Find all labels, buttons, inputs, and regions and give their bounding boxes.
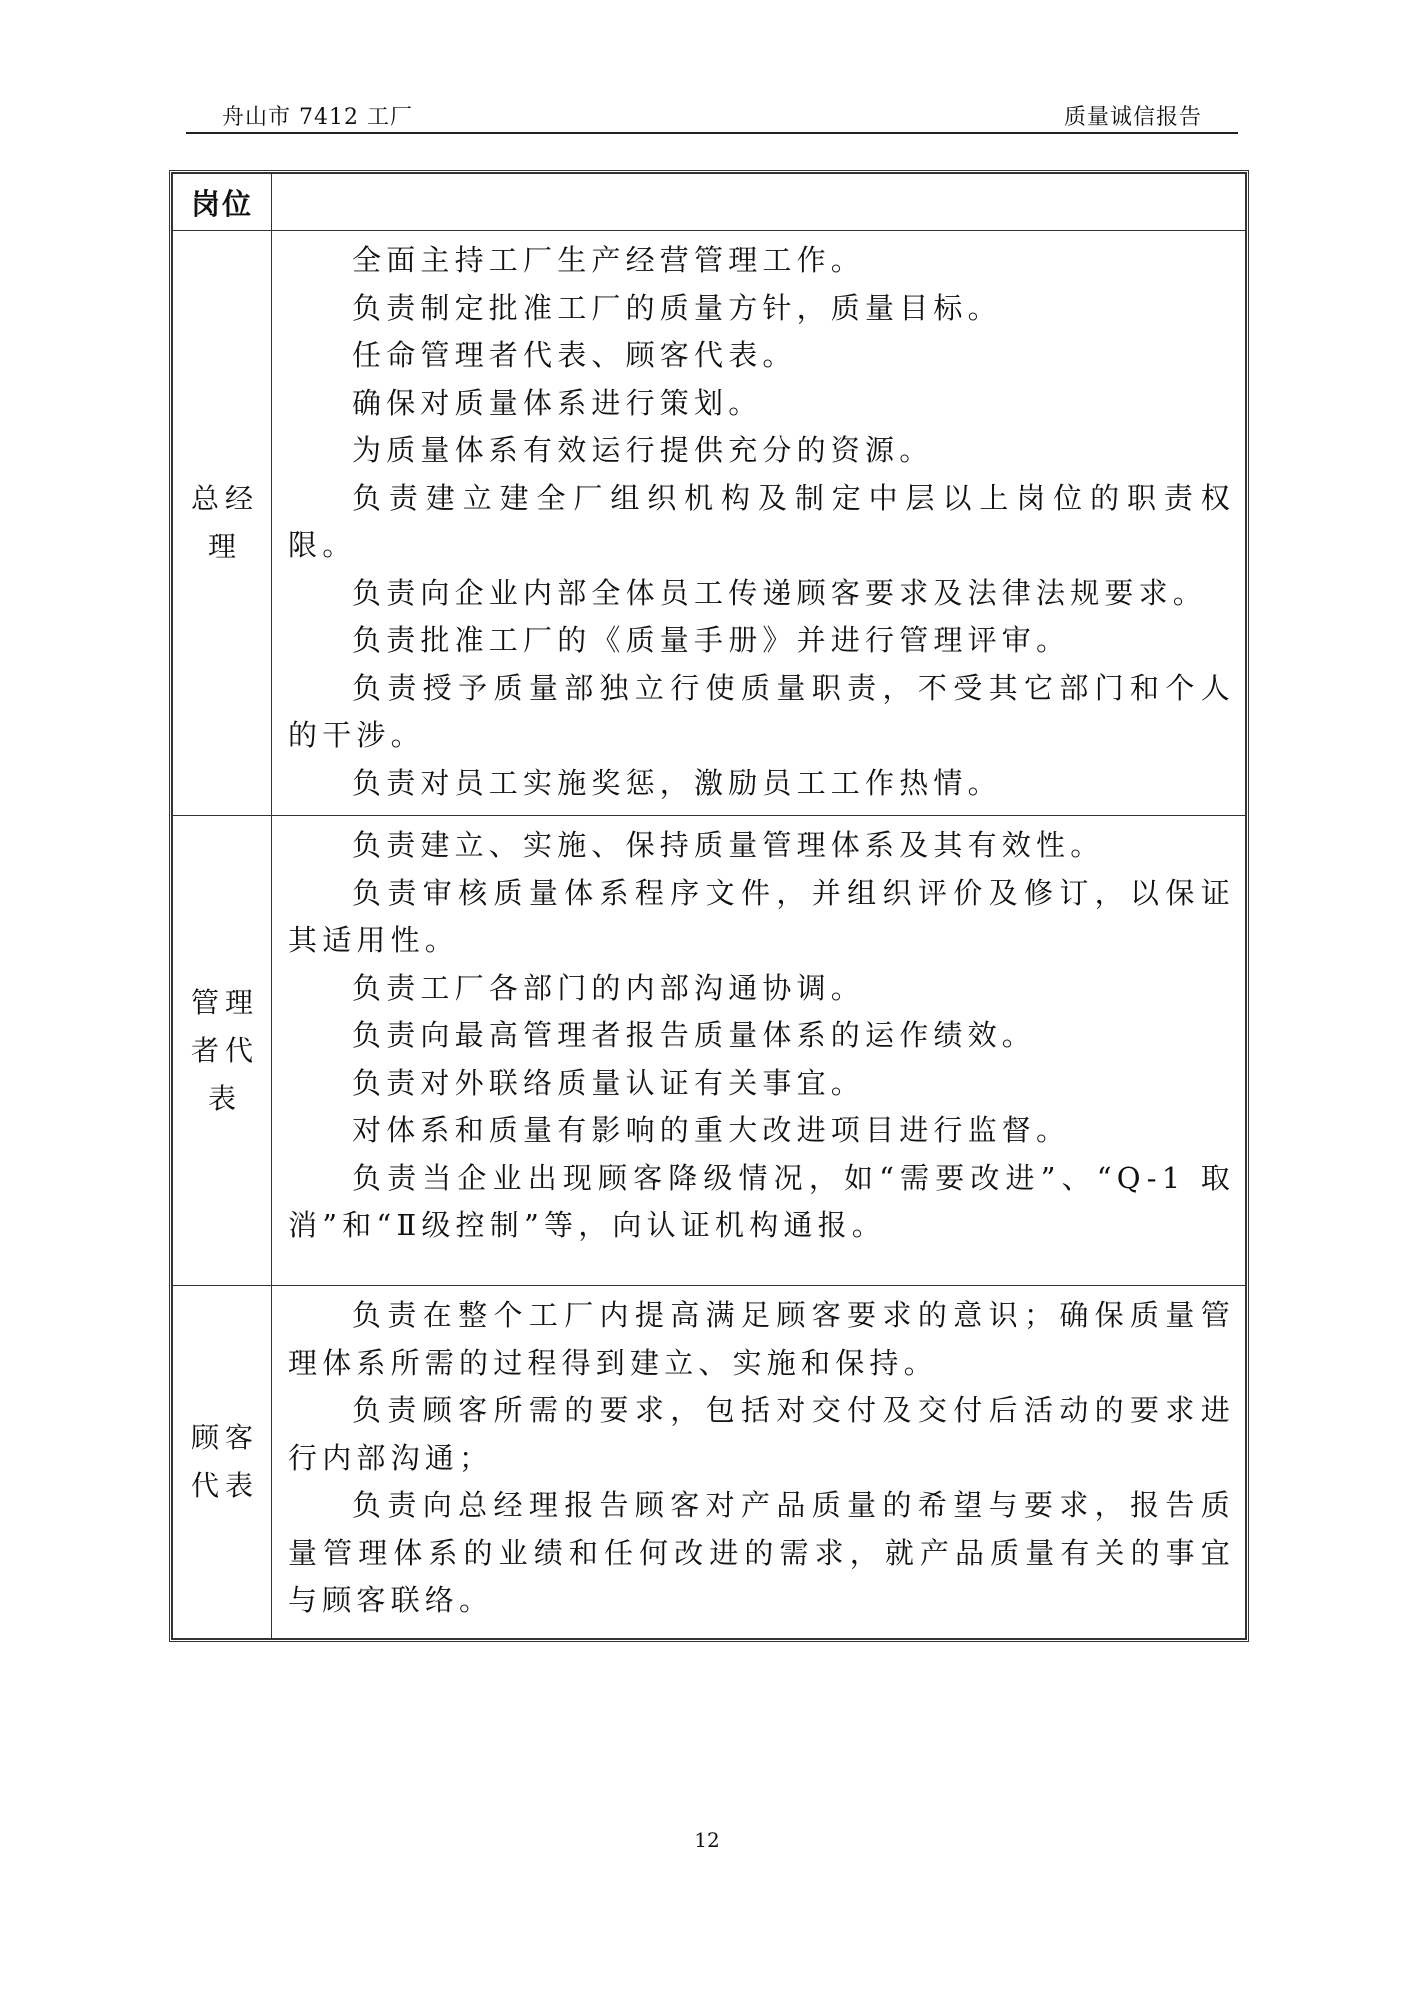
role-label-line: 代表 (190, 1469, 259, 1502)
duty-item: 负责向最高管理者报告质量体系的运作绩效。 (352, 1018, 1037, 1052)
duty-item: 负责制定批准工厂的质量方针，质量目标。 (352, 290, 1002, 325)
duty-item: 负责批准工厂的《质量手册》并进行管理评审。 (352, 623, 1071, 657)
responsibility-table (169, 170, 1249, 1642)
duty-item: 负责建立建全厂组织机构及制定中层以上岗位的职责权限。 (288, 480, 1235, 562)
duty-item: 负责对员工实施奖惩，激励员工工作热情。 (352, 765, 1002, 800)
role-label-line: 总经 (190, 482, 259, 515)
role-label-management-representative (173, 816, 272, 1286)
duty-item: 负责顾客所需的要求，包括对交付及交付后活动的要求进行内部沟通； (288, 1393, 1235, 1475)
duty-item: 全面主持工厂生产经营管理工作。 (352, 243, 866, 277)
table-row-management-representative (173, 816, 1246, 1286)
duty-item: 负责当企业出现顾客降级情况，如“需要改进”、“Q-1 取消”和“Ⅱ级控制”等，向认证机构通报。 (288, 1160, 1235, 1242)
table-row-general-manager (173, 231, 1246, 816)
duty-item: 负责对外联络质量认证有关事宜。 (352, 1065, 866, 1100)
column-header-empty (272, 174, 1246, 231)
role-label-customer-representative (173, 1286, 272, 1639)
column-header-position: 岗位 (173, 174, 272, 231)
duty-item: 负责建立、实施、保持质量管理体系及其有效性。 (352, 828, 1105, 862)
duty-item: 确保对质量体系进行策划。 (352, 385, 763, 420)
duty-item: 为质量体系有效运行提供充分的资源。 (352, 433, 934, 467)
duty-item: 负责工厂各部门的内部沟通协调。 (352, 970, 866, 1005)
table-row-customer-representative (173, 1286, 1246, 1639)
role-label-line: 理 (207, 530, 242, 563)
role-label-line: 者代 (190, 1033, 259, 1067)
page-number: 12 (694, 1828, 720, 1852)
duties-general-manager (272, 231, 1246, 816)
page-header (186, 96, 1238, 134)
duty-item: 任命管理者代表、顾客代表。 (352, 338, 797, 372)
duty-item: 负责向企业内部全体员工传递顾客要求及法律法规要求。 (352, 575, 1208, 610)
role-label-general-manager (173, 231, 272, 816)
duty-item: 负责审核质量体系程序文件，并组织评价及修订，以保证其适用性。 (288, 875, 1235, 957)
duty-item: 负责向总经理报告顾客对产品质量的希望与要求，报告质量管理体系的业绩和任何改进的需求，就产品质量有关的事宜与顾客联络。 (288, 1488, 1235, 1617)
duty-item: 负责在整个工厂内提高满足顾客要求的意识；确保质量管理体系所需的过程得到建立、实施和保持。 (288, 1298, 1235, 1380)
role-label-line: 顾客 (190, 1421, 259, 1454)
header-organization: 舟山市 7412 工厂 (222, 105, 413, 130)
duties-management-representative (272, 816, 1246, 1286)
role-label-line: 管理 (190, 985, 259, 1019)
duties-customer-representative (272, 1286, 1246, 1639)
table-header-row (173, 174, 1246, 231)
header-report-title: 质量诚信报告 (1063, 105, 1202, 130)
role-label-line: 表 (207, 1081, 242, 1115)
duty-item: 对体系和质量有影响的重大改进项目进行监督。 (352, 1113, 1071, 1147)
duty-item: 负责授予质量部独立行使质量职责，不受其它部门和个人的干涉。 (288, 670, 1235, 752)
